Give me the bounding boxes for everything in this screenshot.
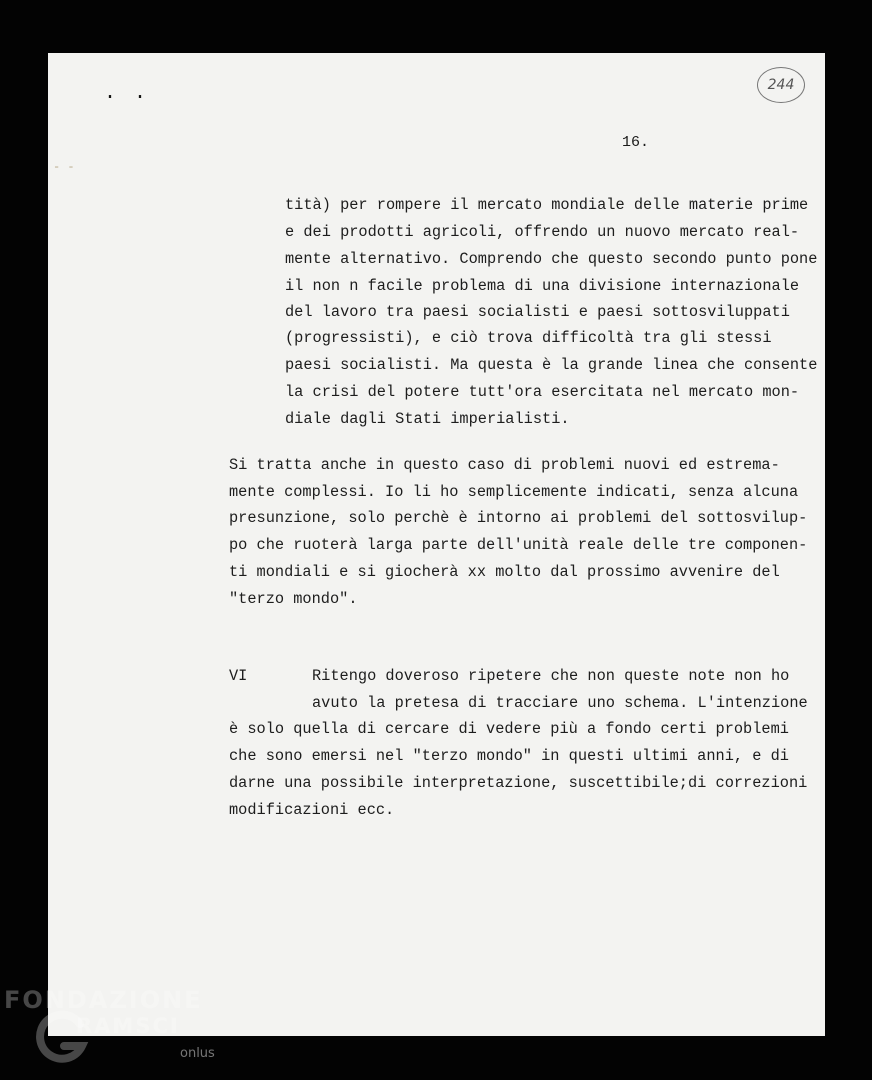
text-line: diale dagli Stati imperialisti.: [285, 410, 570, 428]
text-line: po che ruoterà larga parte dell'unità reale delle tre componen-: [229, 536, 808, 554]
text-line: "terzo mondo".: [229, 590, 358, 608]
text-line: (progressisti), e ciò trova difficoltà tra gli stessi: [285, 329, 772, 347]
text-line: la crisi del potere tutt'ora esercitata nel mercato mon-: [285, 383, 800, 401]
text-line: del lavoro tra paesi socialisti e paesi sottosviluppati: [285, 303, 790, 321]
text-line: è solo quella di cercare di vedere più a fondo certi problemi: [229, 720, 789, 738]
text-line: darne una possibile interpretazione, suscettibile;di correzioni: [229, 774, 808, 792]
watermark-line2: RAMSCI: [76, 1014, 180, 1038]
archive-stamp-number: 244: [757, 67, 805, 103]
text-line: Si tratta anche in questo caso di problemi nuovi ed estrema-: [229, 456, 780, 474]
text-line: ti mondiali e si giocherà xx molto dal prossimo avvenire del: [229, 563, 780, 581]
text-line: che sono emersi nel "terzo mondo" in questi ultimi anni, e di: [229, 747, 789, 765]
text-line: il non n facile problema di una divisione internazionale: [285, 277, 800, 295]
corner-marks: . .: [104, 82, 150, 105]
text-line: modificazioni ecc.: [229, 801, 395, 819]
text-line: presunzione, solo perchè è intorno ai problemi del sottosvilup-: [229, 509, 808, 527]
text-line: e dei prodotti agricoli, offrendo un nuovo mercato real-: [285, 223, 800, 241]
text-line: Ritengo doveroso ripetere che non queste note non ho: [312, 667, 790, 685]
text-line: mente alternativo. Comprendo che questo secondo punto pone: [285, 250, 818, 268]
page-number: 16.: [622, 134, 650, 151]
margin-mark: - -: [53, 160, 75, 174]
text-line: avuto la pretesa di tracciare uno schema. L'intenzione: [312, 694, 808, 712]
section-number: VI: [229, 667, 248, 685]
watermark-line1: FONDAZIONE: [4, 986, 203, 1014]
text-line: tità) per rompere il mercato mondiale delle materie prime: [285, 196, 809, 214]
text-line: mente complessi. Io li ho semplicemente indicati, senza alcuna: [229, 483, 799, 501]
watermark-line3: onlus: [180, 1046, 215, 1061]
text-line: paesi socialisti. Ma questa è la grande linea che consente: [285, 356, 818, 374]
